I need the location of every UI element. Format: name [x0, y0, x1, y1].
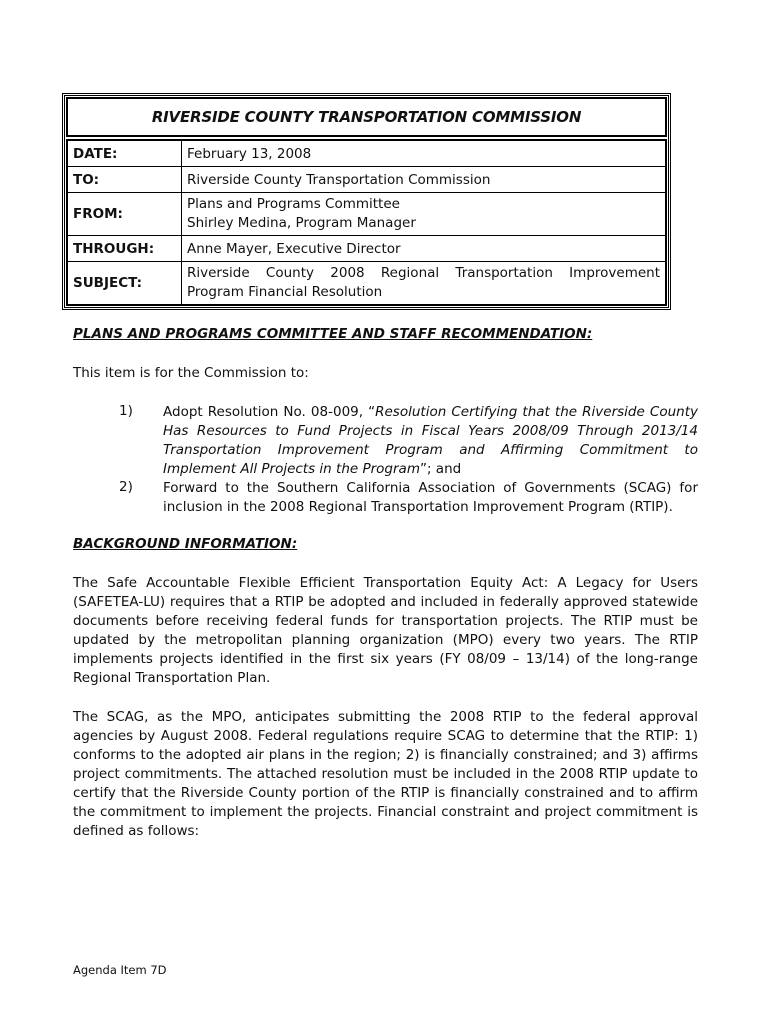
- date-label: DATE:: [67, 140, 182, 167]
- background-paragraph-2: The SCAG, as the MPO, anticipates submitting the 2008 RTIP to the federal approval agencies by August 2008. Federal regulations require SCAG to determine that the RTIP: 1) conforms to the adopted air plans in the region; 2) is financially constrained; and 3) affirms project commitments. The attached resolution must be included in the 2008 RTIP update to certify that the Riverside County portion of the RTIP is financially constrained and to affirm the commitment to implement the projects. Financial constraint and project commitment is defined as follows:: [73, 709, 698, 839]
- memo-row-through: [67, 236, 666, 262]
- list-item-1-prefix: Adopt Resolution No. 08-009, “: [163, 404, 376, 420]
- list-number-1: 1): [119, 403, 133, 419]
- from-label: FROM:: [67, 193, 182, 236]
- memo-row-from: [67, 193, 666, 236]
- through-label: THROUGH:: [67, 236, 182, 262]
- subject-value: Riverside County 2008 Regional Transportation Improvement Program Financial Resolution: [182, 262, 667, 306]
- recommendation-intro: This item is for the Commission to:: [73, 365, 309, 381]
- from-value: [182, 193, 667, 236]
- background-paragraph-1: The Safe Accountable Flexible Efficient Transportation Equity Act: A Legacy for Users (SAFETEA-LU) requires that a RTIP be adopted and included in federally approved statewide documents before receiving federal funds for transportation projects. The RTIP must be updated by the metropolitan planning organization (MPO) every two years. The RTIP implements projects identified in the first six years (FY 08/09 – 13/14) of the long-range Regional Transportation Plan.: [73, 575, 698, 686]
- memo-row-subject: [67, 262, 666, 306]
- from-value-line2: Shirley Medina, Program Manager: [187, 215, 416, 231]
- agenda-item-footer: Agenda Item 7D: [73, 963, 167, 977]
- to-label: TO:: [67, 167, 182, 193]
- list-number-2: 2): [119, 479, 133, 495]
- subject-label: SUBJECT:: [67, 262, 182, 306]
- from-value-line1: Plans and Programs Committee: [187, 196, 400, 212]
- list-item-1: [163, 403, 698, 479]
- list-item-1-suffix: ”; and: [419, 461, 462, 477]
- org-title: RIVERSIDE COUNTY TRANSPORTATION COMMISSION: [66, 97, 667, 137]
- memo-header-box: [62, 93, 671, 310]
- memo-row-to: [67, 167, 666, 193]
- memo-table: [66, 139, 667, 306]
- resolution-title: Resolution Certifying that the Riverside County Has Resources to Fund Projects in Fiscal Years 2008/09 Through 2013/14 Transportation Improvement Program and Affirming Commitment to Implement All Projects in the Program: [163, 404, 698, 477]
- list-item-2: Forward to the Southern California Association of Governments (SCAG) for inclusion in the 2008 Regional Transportation Improvement Program (RTIP).: [163, 480, 698, 515]
- to-value: Riverside County Transportation Commission: [182, 167, 667, 193]
- date-value: February 13, 2008: [182, 140, 667, 167]
- through-value: Anne Mayer, Executive Director: [182, 236, 667, 262]
- background-heading: BACKGROUND INFORMATION:: [73, 536, 298, 552]
- memo-row-date: [67, 140, 666, 167]
- recommendation-heading: PLANS AND PROGRAMS COMMITTEE AND STAFF RECOMMENDATION:: [73, 326, 593, 342]
